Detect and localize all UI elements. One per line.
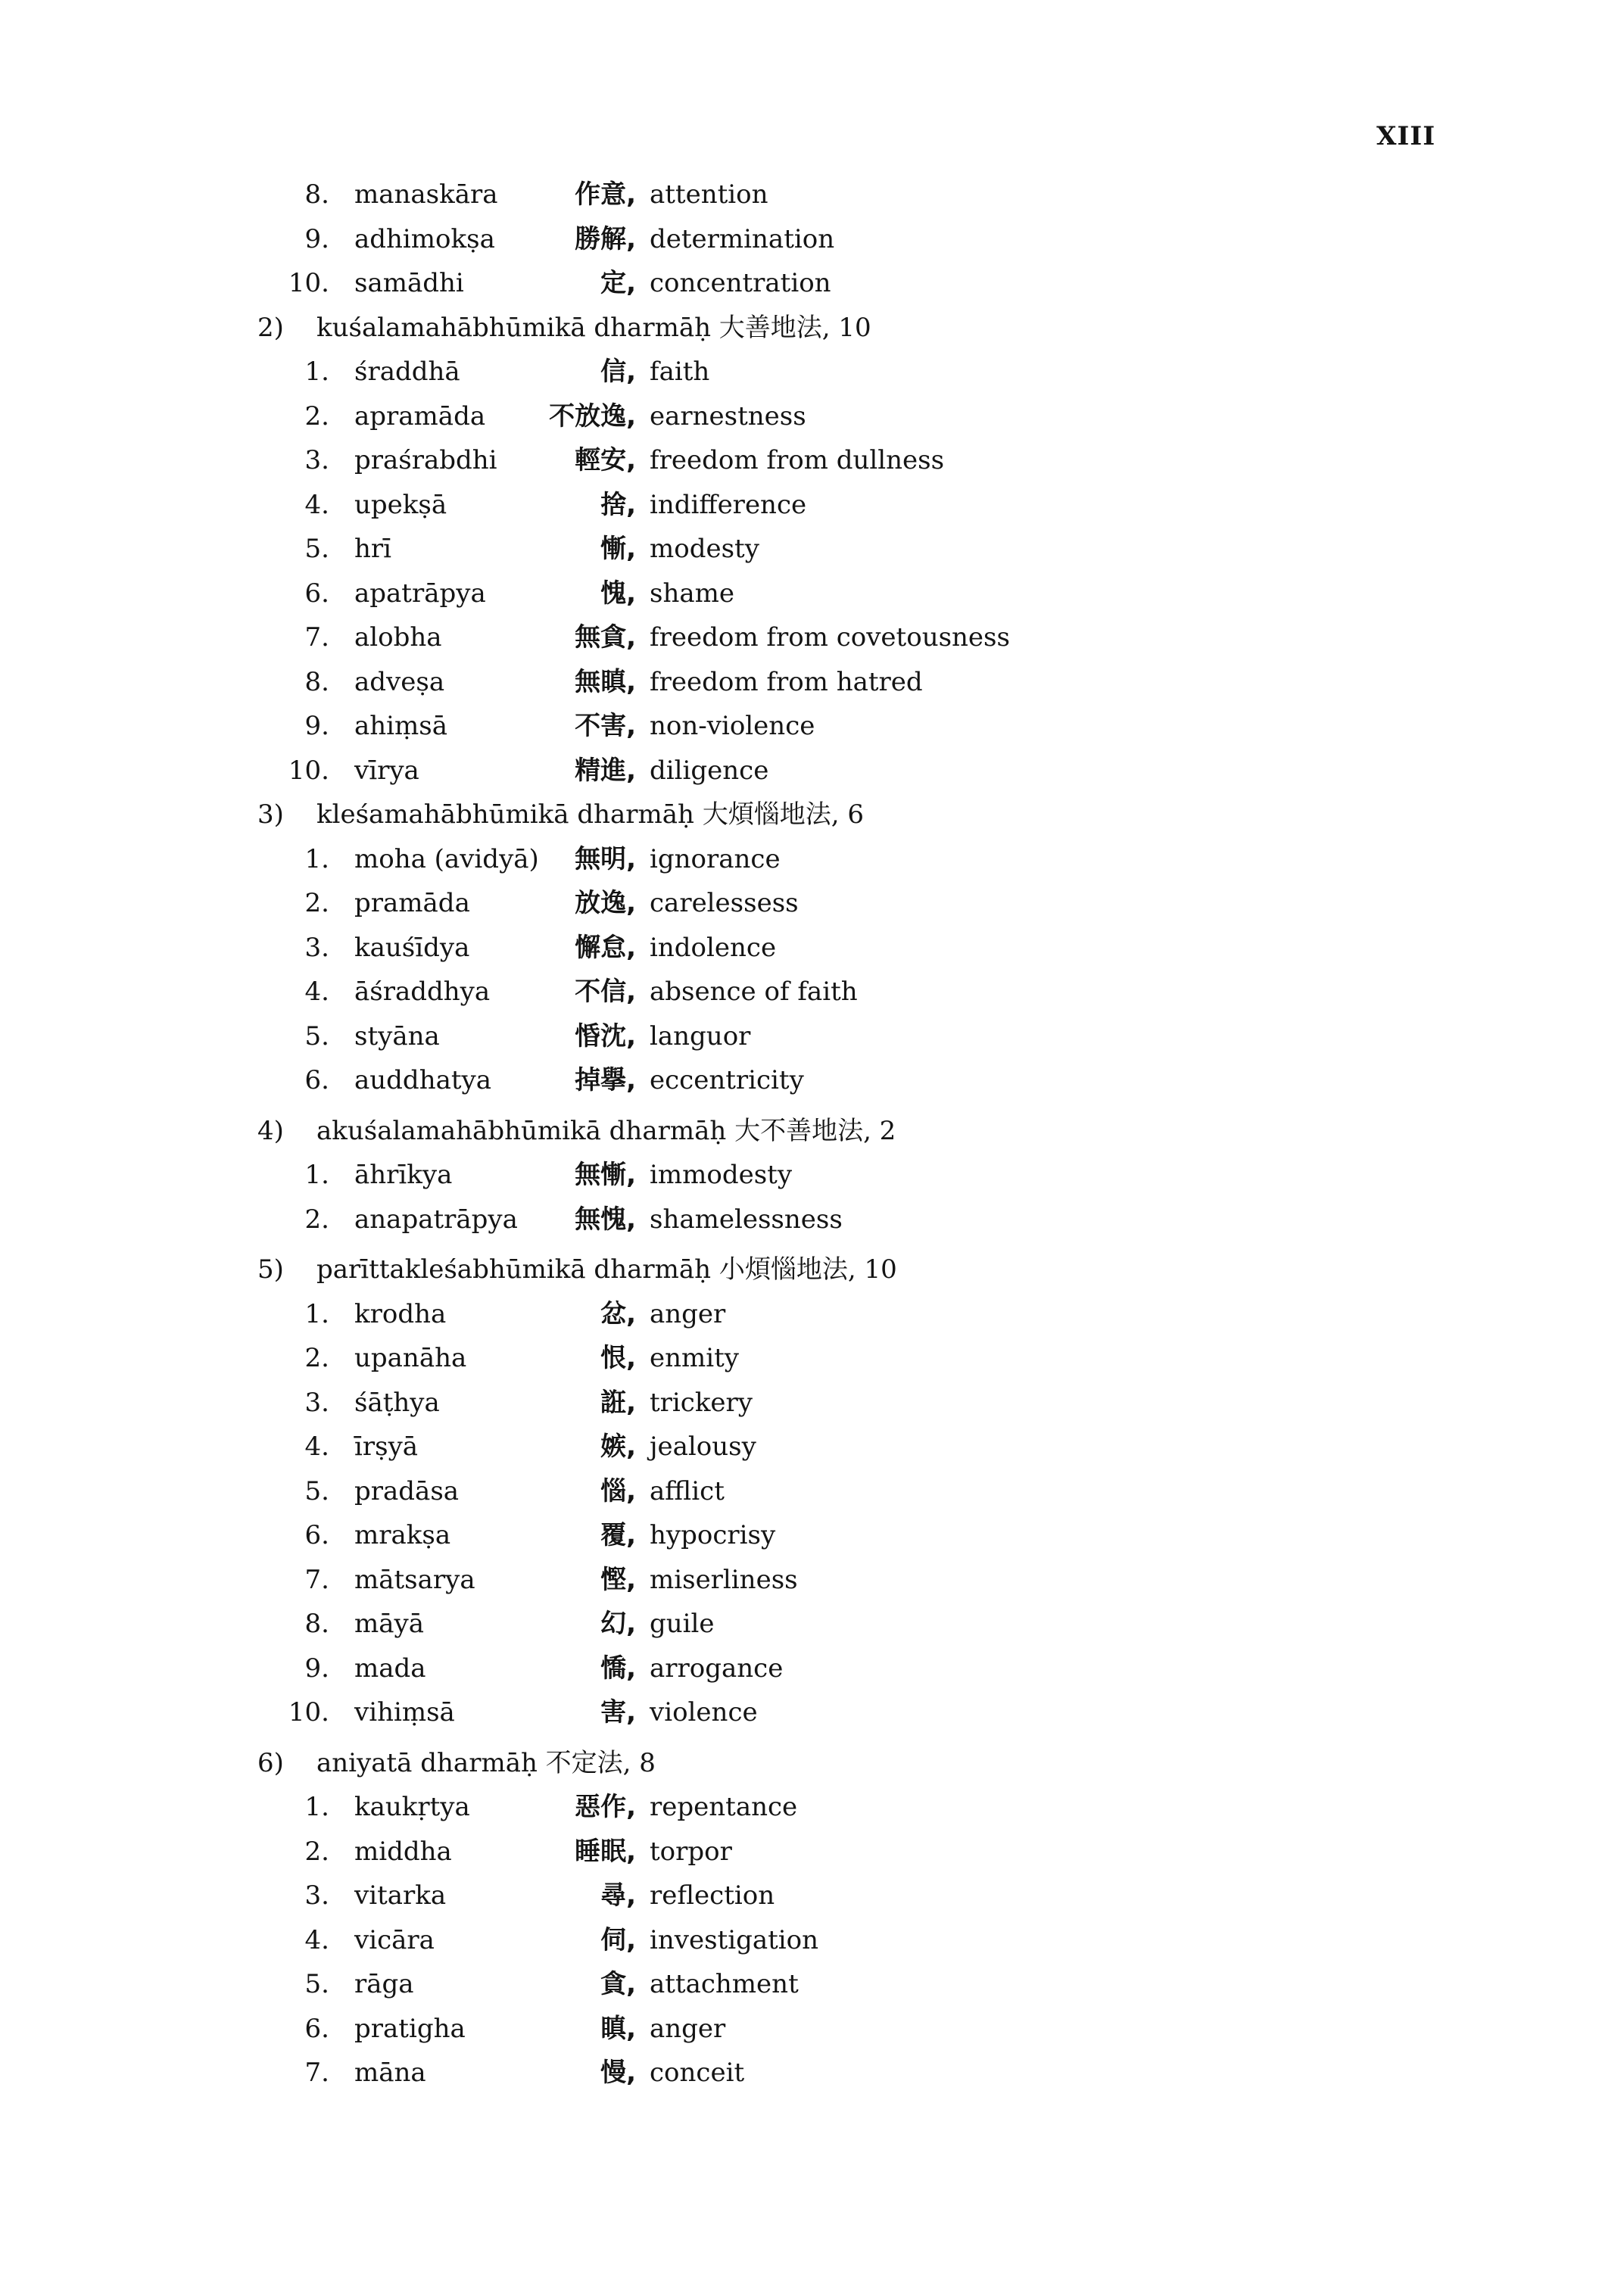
item-number: 8.: [304, 666, 329, 697]
section-title: akuśalamahābhūmikā dharmāḥ 大不善地法, 2: [316, 1115, 896, 1146]
item-number: 7.: [304, 1564, 329, 1595]
item-sanskrit: vitarka: [354, 1880, 447, 1911]
item-english: reflection: [650, 1880, 775, 1911]
item-english: carelessess: [650, 888, 799, 918]
item-english: concentration: [650, 268, 831, 298]
item-english: anger: [650, 1298, 726, 1329]
list-item: [257, 217, 1393, 262]
item-number: 3.: [304, 1387, 329, 1418]
item-chinese: 惛沈,: [575, 1020, 636, 1051]
item-sanskrit: pramāda: [354, 888, 470, 918]
item-sanskrit: ahiṃsā: [354, 711, 448, 741]
list-item: [257, 1918, 1393, 1963]
item-sanskrit: māyā: [354, 1609, 424, 1639]
item-number: 4.: [304, 1924, 329, 1955]
item-number: 2.: [304, 1836, 329, 1867]
item-number: 2.: [304, 1343, 329, 1373]
section-number: 6): [257, 1747, 284, 1778]
list-item: [257, 1874, 1393, 1918]
item-sanskrit: māna: [354, 2058, 426, 2088]
section-title: aniyatā dharmāḥ 不定法, 8: [316, 1747, 656, 1778]
item-chinese: 瞋,: [600, 2013, 636, 2044]
item-sanskrit: adveṣa: [354, 666, 445, 697]
item-chinese: 愧,: [600, 578, 636, 609]
item-chinese: 貪,: [600, 1969, 636, 1999]
item-sanskrit: śāṭhya: [354, 1387, 440, 1418]
item-chinese: 精進,: [575, 755, 636, 786]
item-sanskrit: manaskāra: [354, 179, 498, 210]
item-chinese: 不害,: [575, 711, 636, 741]
list-item: [257, 350, 1393, 394]
item-english: ignorance: [650, 843, 781, 874]
list-item: [257, 527, 1393, 572]
item-english: modesty: [650, 534, 759, 564]
item-chinese: 慚,: [600, 534, 636, 564]
item-sanskrit: rāga: [354, 1969, 414, 1999]
item-sanskrit: pradāsa: [354, 1475, 460, 1506]
item-chinese: 慳,: [600, 1564, 636, 1595]
section-number: 5): [257, 1254, 284, 1285]
item-sanskrit: krodha: [354, 1298, 447, 1329]
list-item: [257, 2007, 1393, 2052]
item-english: eccentricity: [650, 1065, 804, 1095]
list-item: [257, 1647, 1393, 1691]
item-english: violence: [650, 1697, 758, 1728]
item-sanskrit: moha (avidyā): [354, 843, 539, 874]
spacer: [257, 1242, 1393, 1248]
dharma-list: [257, 173, 1393, 2095]
item-english: indifference: [650, 489, 807, 520]
list-item: [257, 1513, 1393, 1558]
item-english: absence of faith: [650, 977, 858, 1007]
item-chinese: 作意,: [575, 179, 636, 210]
item-number: 3.: [304, 932, 329, 963]
item-chinese: 慢,: [600, 2058, 636, 2088]
list-item: [257, 1058, 1393, 1103]
item-sanskrit: pratigha: [354, 2013, 466, 2044]
item-sanskrit: apramāda: [354, 400, 486, 431]
item-number: 9.: [304, 223, 329, 254]
item-number: 9.: [304, 711, 329, 741]
item-english: shame: [650, 578, 734, 609]
item-number: 5.: [304, 1475, 329, 1506]
list-item: [257, 1690, 1393, 1735]
item-number: 10.: [288, 1697, 329, 1728]
item-sanskrit: vicāra: [354, 1924, 435, 1955]
item-english: arrogance: [650, 1653, 784, 1684]
section-heading: [257, 1109, 1393, 1154]
item-number: 9.: [304, 1653, 329, 1684]
list-item: [257, 1425, 1393, 1469]
list-item: [257, 1153, 1393, 1198]
list-item: [257, 1785, 1393, 1830]
item-sanskrit: upekṣā: [354, 489, 447, 520]
item-sanskrit: upanāha: [354, 1343, 467, 1373]
list-item: [257, 1336, 1393, 1381]
section-heading: [257, 1248, 1393, 1292]
list-item: [257, 394, 1393, 439]
item-english: attachment: [650, 1969, 799, 1999]
item-sanskrit: kaukṛtya: [354, 1792, 470, 1822]
item-chinese: 勝解,: [575, 223, 636, 254]
list-item: [257, 749, 1393, 793]
item-chinese: 懈怠,: [575, 932, 636, 963]
item-english: immodesty: [650, 1160, 793, 1190]
item-english: miserliness: [650, 1564, 798, 1595]
item-english: anger: [650, 2013, 726, 2044]
item-sanskrit: mātsarya: [354, 1564, 475, 1595]
section-title: kuśalamahābhūmikā dharmāḥ 大善地法, 10: [316, 312, 871, 343]
item-chinese: 睡眠,: [575, 1836, 636, 1867]
section-number: 2): [257, 312, 284, 343]
list-item: [257, 1198, 1393, 1242]
item-number: 4.: [304, 489, 329, 520]
list-item: [257, 837, 1393, 882]
list-item: [257, 1602, 1393, 1647]
list-item: [257, 926, 1393, 970]
list-item: [257, 483, 1393, 528]
item-english: torpor: [650, 1836, 732, 1867]
item-number: 6.: [304, 2013, 329, 2044]
item-sanskrit: adhimokṣa: [354, 223, 495, 254]
item-number: 7.: [304, 2058, 329, 2088]
item-chinese: 不信,: [575, 977, 636, 1007]
section-title: parīttakleśabhūmikā dharmāḥ 小煩惱地法, 10: [316, 1254, 897, 1285]
item-number: 5.: [304, 534, 329, 564]
item-number: 1.: [304, 357, 329, 387]
item-english: diligence: [650, 755, 769, 786]
list-item: [257, 1830, 1393, 1874]
item-number: 1.: [304, 1298, 329, 1329]
item-chinese: 放逸,: [575, 888, 636, 918]
item-sanskrit: hrī: [354, 534, 392, 564]
list-item: [257, 704, 1393, 749]
item-english: indolence: [650, 932, 777, 963]
item-number: 5.: [304, 1969, 329, 1999]
item-number: 1.: [304, 1792, 329, 1822]
item-chinese: 覆,: [600, 1520, 636, 1550]
item-sanskrit: mada: [354, 1653, 426, 1684]
item-sanskrit: śraddhā: [354, 357, 460, 387]
item-number: 10.: [288, 755, 329, 786]
item-english: freedom from hatred: [650, 666, 923, 697]
item-chinese: 害,: [600, 1697, 636, 1728]
item-english: freedom from covetousness: [650, 622, 1010, 653]
item-english: determination: [650, 223, 835, 254]
item-number: 6.: [304, 578, 329, 609]
section-heading: [257, 1741, 1393, 1786]
item-chinese: 嫉,: [600, 1432, 636, 1462]
item-number: 1.: [304, 1160, 329, 1190]
item-sanskrit: samādhi: [354, 268, 464, 298]
item-sanskrit: āhrīkya: [354, 1160, 453, 1190]
item-english: hypocrisy: [650, 1520, 776, 1550]
item-number: 3.: [304, 445, 329, 475]
item-sanskrit: vīrya: [354, 755, 419, 786]
section-heading: [257, 306, 1393, 350]
item-english: attention: [650, 179, 768, 210]
item-number: 3.: [304, 1880, 329, 1911]
item-sanskrit: praśrabdhi: [354, 445, 497, 475]
list-item: [257, 970, 1393, 1014]
item-chinese: 憍,: [600, 1653, 636, 1684]
item-english: languor: [650, 1020, 751, 1051]
item-sanskrit: vihiṃsā: [354, 1697, 455, 1728]
list-item: [257, 438, 1393, 483]
list-item: [257, 1292, 1393, 1337]
list-item: [257, 1014, 1393, 1059]
section-number: 4): [257, 1115, 284, 1146]
item-number: 10.: [288, 268, 329, 298]
section-number: 3): [257, 799, 284, 830]
item-chinese: 惡作,: [575, 1792, 636, 1822]
item-chinese: 誑,: [600, 1387, 636, 1418]
item-chinese: 信,: [600, 357, 636, 387]
item-english: earnestness: [650, 400, 806, 431]
list-item: [257, 572, 1393, 616]
item-english: trickery: [650, 1387, 753, 1418]
spacer: [257, 1103, 1393, 1109]
item-english: conceit: [650, 2058, 745, 2088]
item-sanskrit: auddhatya: [354, 1065, 492, 1095]
item-number: 2.: [304, 1204, 329, 1235]
item-english: freedom from dullness: [650, 445, 945, 475]
item-chinese: 恨,: [600, 1343, 636, 1373]
item-chinese: 惱,: [600, 1475, 636, 1506]
item-chinese: 尋,: [600, 1880, 636, 1911]
item-english: shamelessness: [650, 1204, 843, 1235]
item-english: jealousy: [650, 1432, 756, 1462]
item-number: 5.: [304, 1020, 329, 1051]
item-sanskrit: styāna: [354, 1020, 440, 1051]
item-chinese: 不放逸,: [549, 400, 636, 431]
item-sanskrit: kauśīdya: [354, 932, 470, 963]
item-english: guile: [650, 1609, 715, 1639]
list-item: [257, 615, 1393, 660]
item-number: 8.: [304, 1609, 329, 1639]
item-number: 8.: [304, 179, 329, 210]
list-item: [257, 1381, 1393, 1425]
page-number: XIII: [1376, 121, 1436, 151]
item-sanskrit: īrṣyā: [354, 1432, 419, 1462]
item-english: investigation: [650, 1924, 819, 1955]
item-english: enmity: [650, 1343, 740, 1373]
item-chinese: 無愧,: [575, 1204, 636, 1235]
item-number: 7.: [304, 622, 329, 653]
item-english: afflict: [650, 1475, 725, 1506]
item-chinese: 無明,: [575, 843, 636, 874]
item-sanskrit: mrakṣa: [354, 1520, 451, 1550]
item-chinese: 捨,: [600, 489, 636, 520]
list-item: [257, 881, 1393, 926]
item-chinese: 幻,: [600, 1609, 636, 1639]
list-item: [257, 1469, 1393, 1514]
section-title: kleśamahābhūmikā dharmāḥ 大煩惱地法, 6: [316, 799, 864, 830]
item-number: 6.: [304, 1520, 329, 1550]
list-item: [257, 660, 1393, 705]
spacer: [257, 1735, 1393, 1741]
item-number: 2.: [304, 400, 329, 431]
item-sanskrit: apatrāpya: [354, 578, 486, 609]
item-number: 6.: [304, 1065, 329, 1095]
section-heading: [257, 793, 1393, 837]
item-english: faith: [650, 357, 710, 387]
item-chinese: 無瞋,: [575, 666, 636, 697]
list-item: [257, 261, 1393, 306]
item-chinese: 掉擧,: [575, 1065, 636, 1095]
item-sanskrit: alobha: [354, 622, 442, 653]
item-number: 1.: [304, 843, 329, 874]
list-item: [257, 1962, 1393, 2007]
item-chinese: 伺,: [600, 1924, 636, 1955]
item-sanskrit: anapatrāpya: [354, 1204, 518, 1235]
item-chinese: 忿,: [600, 1298, 636, 1329]
item-chinese: 無貪,: [575, 622, 636, 653]
item-sanskrit: āśraddhya: [354, 977, 491, 1007]
item-number: 4.: [304, 977, 329, 1007]
item-chinese: 輕安,: [575, 445, 636, 475]
item-english: non-violence: [650, 711, 815, 741]
item-chinese: 定,: [600, 268, 636, 298]
item-english: repentance: [650, 1792, 798, 1822]
list-item: [257, 2051, 1393, 2095]
item-chinese: 無慚,: [575, 1160, 636, 1190]
item-number: 4.: [304, 1432, 329, 1462]
item-sanskrit: middha: [354, 1836, 452, 1867]
list-item: [257, 1558, 1393, 1603]
list-item: [257, 173, 1393, 217]
item-number: 2.: [304, 888, 329, 918]
